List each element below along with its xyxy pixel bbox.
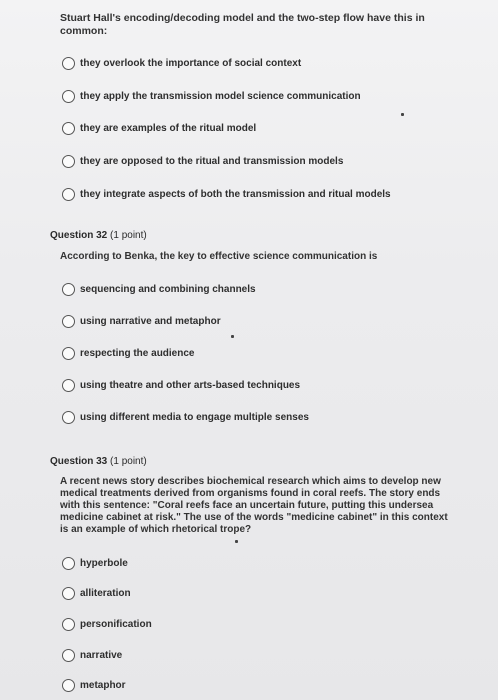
q32-option-2[interactable] [62, 315, 221, 328]
radio-button[interactable] [62, 188, 75, 201]
q32-prompt: According to Benka, the key to effective science communication is [60, 251, 378, 262]
option-label: metaphor [80, 680, 126, 691]
option-label: alliteration [80, 588, 131, 599]
prompt-line: medicine cabinet at risk." The use of the words "medicine cabinet" in this context [60, 512, 448, 523]
option-label: using theatre and other arts-based techniques [80, 380, 301, 391]
q31-option-3[interactable] [62, 122, 256, 135]
q32-title [50, 230, 147, 241]
q31-option-4[interactable] [62, 155, 343, 168]
option-label: they are opposed to the ritual and transmission models [80, 156, 344, 167]
radio-button[interactable] [62, 411, 75, 424]
q31-prompt: Stuart Hall's encoding/decoding model and the two-step flow have this in common: [60, 12, 425, 37]
option-label: using narrative and metaphor [80, 316, 221, 327]
option-label: hyperbole [80, 558, 128, 569]
q33-option-3[interactable] [62, 618, 152, 631]
q31-option-2[interactable] [62, 90, 361, 103]
option-label: narrative [80, 650, 123, 661]
radio-button[interactable] [62, 649, 75, 662]
q33-option-1[interactable] [62, 557, 128, 570]
q33-option-2[interactable] [62, 587, 131, 600]
prompt-line: A recent news story describes biochemical research which aims to develop new [60, 476, 441, 487]
q33-option-4[interactable] [62, 649, 122, 662]
screen-speck [235, 540, 238, 543]
q31-option-5[interactable] [62, 188, 391, 201]
radio-button[interactable] [62, 618, 75, 631]
screen-speck [231, 335, 234, 338]
option-label: they overlook the importance of social context [80, 58, 302, 69]
q33-prompt [60, 476, 480, 536]
radio-button[interactable] [62, 557, 75, 570]
radio-button[interactable] [62, 57, 75, 70]
option-label: sequencing and combining channels [80, 284, 256, 295]
question-points: (1 point) [110, 230, 147, 241]
radio-button[interactable] [62, 347, 75, 360]
radio-button[interactable] [62, 90, 75, 103]
option-label: they are examples of the ritual model [80, 123, 257, 134]
q32-option-3[interactable] [62, 347, 194, 360]
prompt-line: medical treatments derived from organisms found in coral reefs. The story ends [60, 488, 441, 499]
radio-button[interactable] [62, 155, 75, 168]
radio-button[interactable] [62, 315, 75, 328]
q33-option-5[interactable] [62, 679, 126, 692]
q31-option-1[interactable] [62, 57, 301, 70]
screen-speck [401, 113, 404, 116]
q32-option-1[interactable] [62, 283, 256, 296]
q33-title [50, 456, 147, 467]
radio-button[interactable] [62, 679, 75, 692]
question-number: Question 32 [50, 230, 108, 241]
radio-button[interactable] [62, 122, 75, 135]
radio-button[interactable] [62, 379, 75, 392]
prompt-line: with this sentence: "Coral reefs face an uncertain future, putting this undersea [60, 500, 434, 511]
prompt-line: is an example of which rhetorical trope? [60, 524, 252, 535]
option-label: they integrate aspects of both the transmission and ritual models [80, 189, 391, 200]
option-label: they apply the transmission model science communication [80, 91, 361, 102]
q32-option-5[interactable] [62, 411, 309, 424]
option-label: personification [80, 619, 152, 630]
question-number: Question 33 [50, 456, 108, 467]
question-points: (1 point) [110, 456, 147, 467]
q32-option-4[interactable] [62, 379, 300, 392]
radio-button[interactable] [62, 587, 75, 600]
option-label: using different media to engage multiple senses [80, 412, 309, 423]
radio-button[interactable] [62, 283, 75, 296]
option-label: respecting the audience [80, 348, 195, 359]
